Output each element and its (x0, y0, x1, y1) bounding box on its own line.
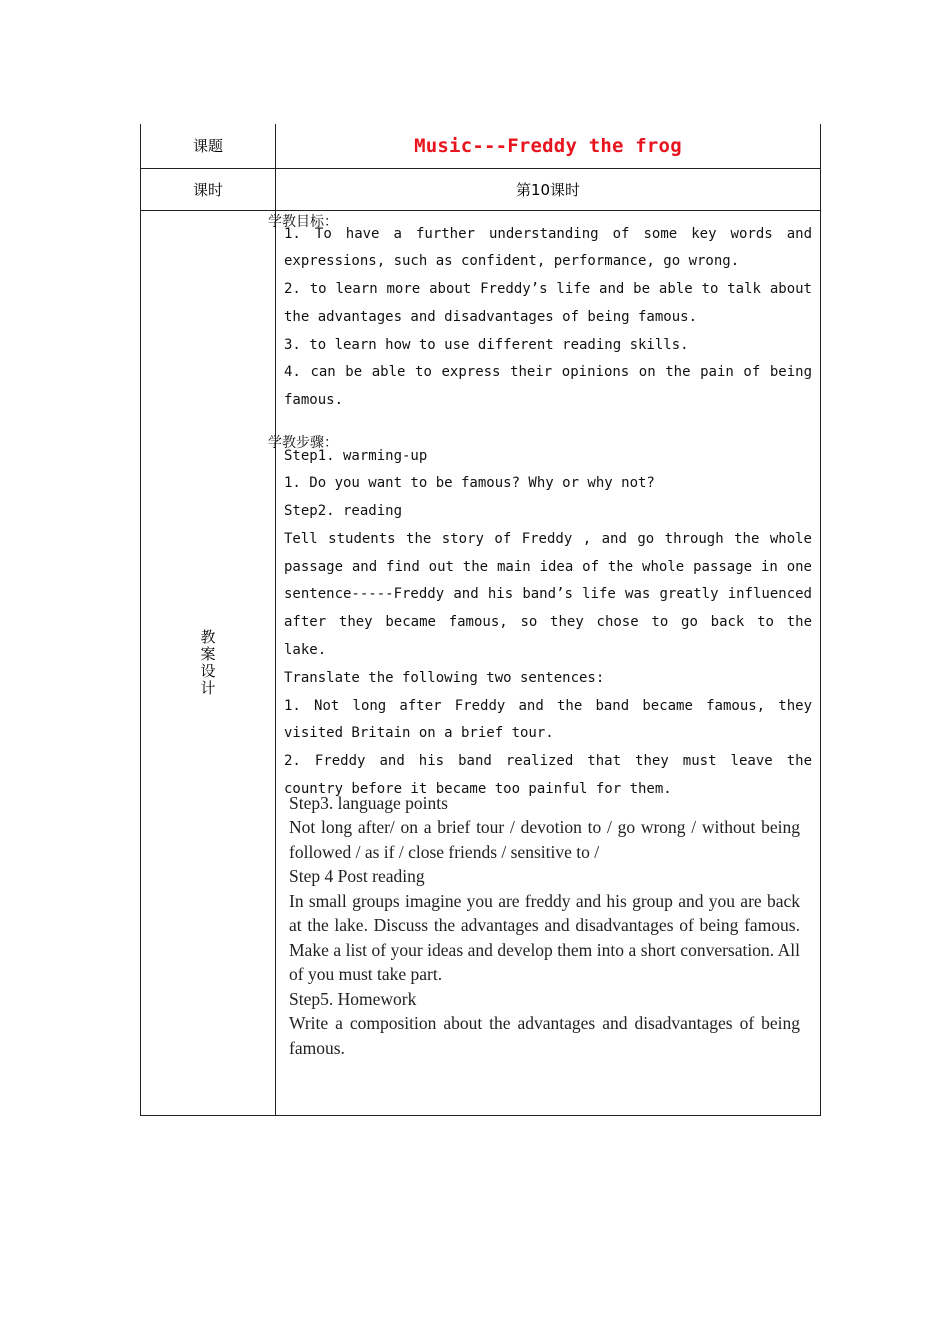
design-label-char: 教 (200, 627, 216, 646)
step2-title: Step2. reading (284, 503, 403, 520)
translate-sentence: 2. Freddy and his band realized that they must leave the country before it became too painful for them. (284, 753, 812, 798)
step3-text: Not long after/ on a brief tour / devotion to / go wrong / without being followed / as if / close friends / sensitive to / (289, 817, 800, 862)
translate-intro: Translate the following two sentences: (284, 669, 605, 686)
title-label: 课题 (141, 124, 276, 168)
period-label: 课时 (141, 168, 276, 210)
objective-item: 3. to learn how to use different reading skills. (284, 336, 689, 353)
steps-heading: 学教步骤： (268, 434, 338, 451)
step4-title: Step 4 Post reading (289, 866, 425, 886)
design-label-cell (141, 210, 276, 1115)
design-label-char: 设 (200, 661, 216, 680)
design-row (141, 210, 821, 1115)
step5-title: Step5. Homework (289, 988, 417, 1009)
period-row (141, 168, 821, 210)
steps-mono-section (284, 443, 812, 804)
steps-serif-section (289, 791, 800, 1061)
objective-item: 1. To have a further understanding of some key words and expressions, such as confident, performance, go wrong. (284, 225, 812, 270)
step3-title: Step3. language points (289, 792, 448, 813)
design-label (198, 629, 218, 697)
objective-item: 4. can be able to express their opinions on the pain of being famous. (284, 364, 812, 409)
step4-text: In small groups imagine you are freddy and his group and you are back at the lake. Discuss the advantages and disadvantages of being famous. Make a list of your ideas and develop them into a short conversation. All of you must take part. (289, 890, 800, 984)
objective-item: 2. to learn more about Freddy’s life and be able to talk about the advantages and disadvantages of being famous. (284, 281, 812, 325)
objectives-list (284, 221, 812, 416)
step1-question: 1. Do you want to be famous? Why or why not? (284, 475, 655, 492)
lesson-title: Music---Freddy the frog (276, 124, 821, 168)
lesson-period: 第10课时 (276, 168, 821, 210)
objectives-heading: 学教目标： (268, 213, 338, 230)
lesson-plan-table (140, 124, 821, 1116)
step2-text: Tell students the story of Freddy , and go through the whole passage and find out the main idea of the whole passage in one sentence-----Freddy and his band’s life was greatly influenced after they became famous, so they chose to go back to the lake. (284, 530, 812, 659)
design-content-cell (268, 210, 821, 1115)
step5-text: Write a composition about the advantages and disadvantages of being famous. (289, 1013, 800, 1058)
design-label-char: 案 (200, 644, 216, 663)
step1-title: Step1. warming-up (284, 447, 428, 464)
title-row (141, 124, 821, 168)
translate-sentence: 1. Not long after Freddy and the band became famous, they visited Britain on a brief tour. (284, 697, 812, 742)
design-label-char: 计 (200, 678, 216, 697)
